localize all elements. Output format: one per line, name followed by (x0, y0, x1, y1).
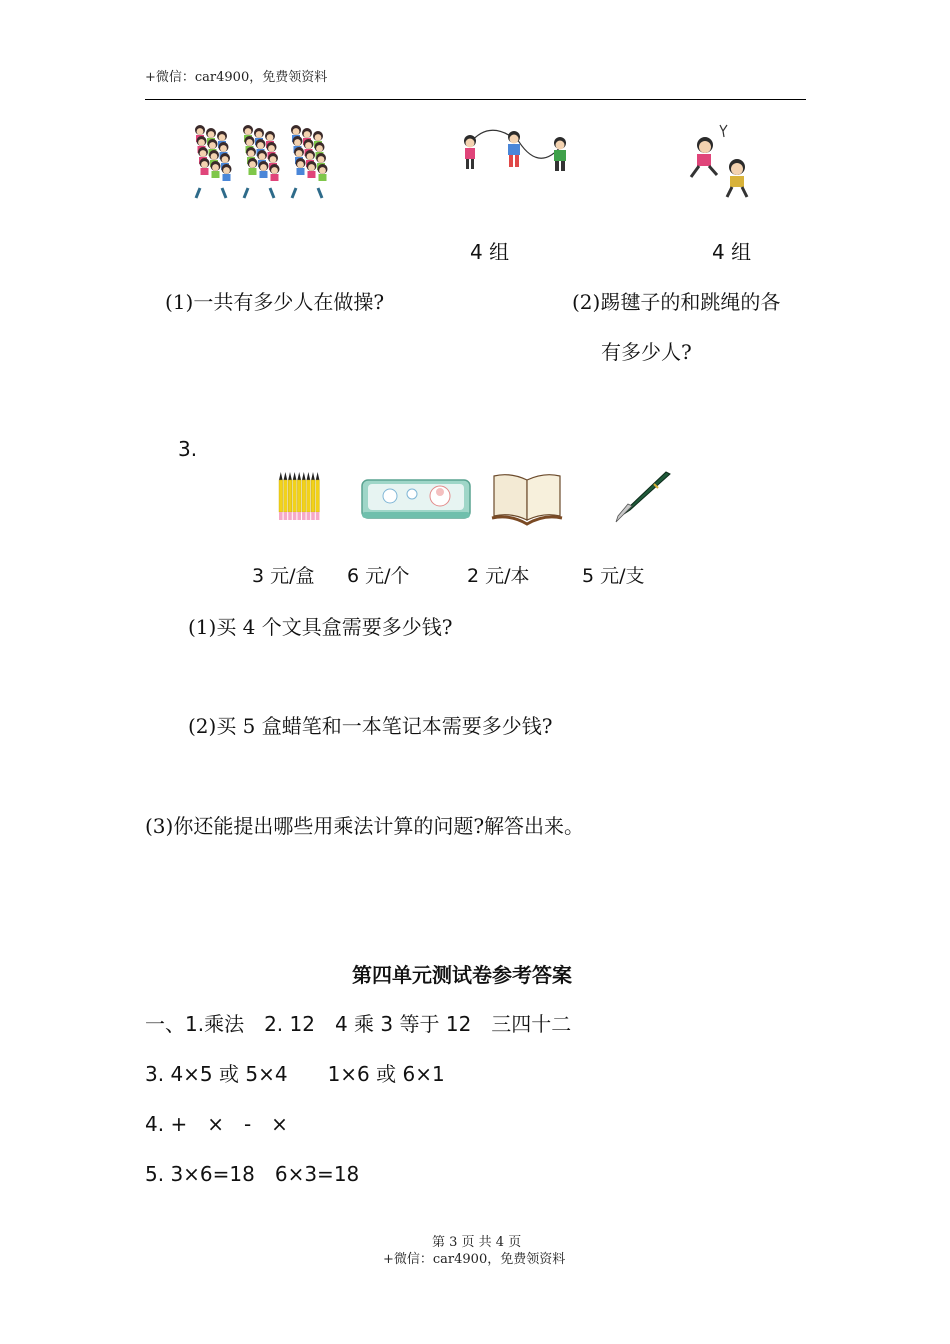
q3-number: 3. (178, 437, 198, 461)
answer-line: 一、1.乘法 2. 12 4 乘 3 等于 12 三四十二 (145, 1012, 572, 1036)
header-divider (145, 99, 806, 100)
q3-sub3: (3)你还能提出哪些用乘法计算的问题?解答出来。 (145, 814, 585, 838)
price-notebook: 2 元/本 (467, 565, 530, 587)
q2-sub2-line1: (2)踢毽子的和跳绳的各 (572, 290, 781, 314)
header-text: +微信：car4900，免费领资料 (145, 70, 328, 85)
fountain-pen-image (610, 470, 676, 524)
q3-sub1: (1)买 4 个文具盒需要多少钱? (188, 615, 453, 639)
price-crayons: 3 元/盒 (252, 565, 315, 587)
q3-sub2: (2)买 5 盒蜡笔和一本笔记本需要多少钱? (188, 714, 553, 738)
q2-sub1: (1)一共有多少人在做操? (165, 290, 385, 314)
answers-title: 第四单元测试卷参考答案 (352, 963, 572, 987)
crayons-image (276, 472, 324, 522)
group-label-2: 4 组 (712, 240, 752, 264)
answer-line: 5. 3×6=18 6×3=18 (145, 1162, 360, 1186)
price-pencil-case: 6 元/个 (347, 565, 410, 587)
jump-rope-image (458, 125, 573, 175)
group-label-1: 4 组 (470, 240, 510, 264)
answer-line: 3. 4×5 或 5×4 1×6 或 6×1 (145, 1062, 445, 1086)
answer-line: 4. + × - × (145, 1112, 288, 1136)
exercise-kids-image (190, 122, 350, 200)
shuttlecock-image (687, 125, 759, 200)
pencil-case-image (360, 474, 472, 522)
footer-text: +微信：car4900，免费领资料 (383, 1252, 566, 1267)
price-pen: 5 元/支 (582, 565, 645, 587)
page-number: 第 3 页 共 4 页 (432, 1235, 522, 1250)
notebook-image (490, 470, 564, 526)
q2-sub2-line2: 有多少人? (601, 340, 692, 364)
